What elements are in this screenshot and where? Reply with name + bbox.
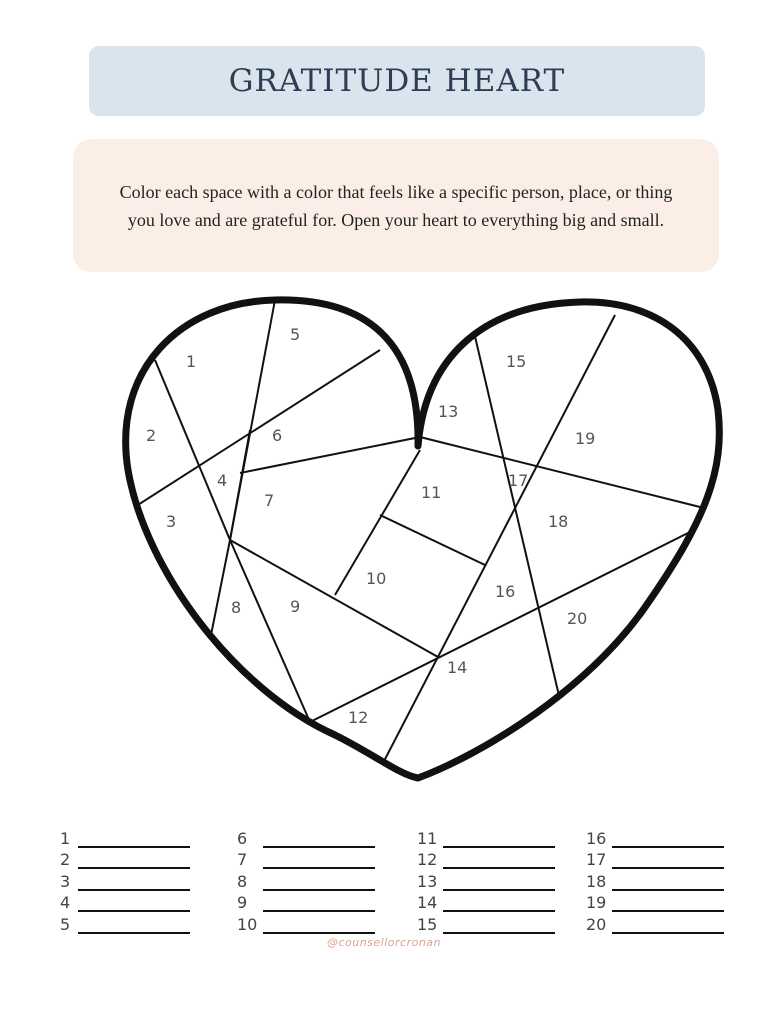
- region-number: 13: [438, 402, 459, 421]
- answer-lines: [0, 826, 768, 946]
- answer-line[interactable]: [263, 910, 375, 912]
- region-number: 2: [146, 426, 157, 445]
- answer-number: 17: [586, 850, 607, 869]
- region-number: 19: [575, 429, 596, 448]
- answer-line[interactable]: [612, 889, 724, 891]
- answer-row: [586, 912, 724, 934]
- answer-row: [586, 869, 724, 891]
- answer-line[interactable]: [78, 867, 190, 869]
- answer-number: 10: [237, 914, 258, 934]
- answer-number: 5: [60, 914, 71, 934]
- answer-row: [417, 826, 555, 848]
- answer-row: [417, 891, 555, 913]
- answer-column: [586, 826, 724, 934]
- region-number: 4: [217, 471, 228, 490]
- answer-number: 19: [586, 893, 607, 912]
- region-number: 9: [290, 597, 301, 616]
- answer-line[interactable]: [443, 932, 555, 934]
- answer-number: 2: [60, 850, 71, 869]
- answer-number: 6: [237, 828, 248, 848]
- region-number: 1: [186, 352, 197, 371]
- answer-row: [417, 848, 555, 870]
- answer-number: 12: [417, 850, 438, 869]
- answer-row: [237, 912, 375, 934]
- answer-number: 13: [417, 871, 438, 891]
- region-number: 7: [264, 491, 275, 510]
- region-number: 16: [495, 582, 516, 601]
- answer-number: 7: [237, 850, 248, 869]
- answer-row: [417, 869, 555, 891]
- answer-number: 11: [417, 828, 438, 848]
- region-number: 17: [508, 471, 529, 490]
- answer-row: [417, 912, 555, 934]
- answer-line[interactable]: [443, 846, 555, 848]
- answer-number: 20: [586, 914, 607, 934]
- answer-line[interactable]: [443, 910, 555, 912]
- answer-row: [237, 869, 375, 891]
- answer-line[interactable]: [78, 889, 190, 891]
- answer-line[interactable]: [78, 910, 190, 912]
- answer-line[interactable]: [263, 932, 375, 934]
- region-number: 3: [166, 512, 177, 531]
- answer-row: [60, 912, 190, 934]
- instructions-text: Color each space with a color that feels like a specific person, place, or thing you love and are grateful for. Open your heart to everything big and small.: [119, 181, 673, 230]
- region-lines: [130, 300, 700, 765]
- answer-row: [586, 826, 724, 848]
- answer-line[interactable]: [78, 846, 190, 848]
- answer-line[interactable]: [263, 867, 375, 869]
- answer-row: [60, 891, 190, 913]
- answer-number: 4: [60, 893, 71, 912]
- answer-row: [237, 891, 375, 913]
- answer-line[interactable]: [263, 846, 375, 848]
- answer-row: [60, 869, 190, 891]
- answer-number: 14: [417, 893, 438, 912]
- answer-column: [237, 826, 375, 934]
- region-number: 18: [548, 512, 569, 531]
- region-number: 11: [421, 483, 442, 502]
- region-number: 14: [447, 658, 468, 677]
- answer-line[interactable]: [263, 889, 375, 891]
- answer-number: 9: [237, 893, 248, 912]
- answer-line[interactable]: [612, 932, 724, 934]
- region-number: 20: [567, 609, 588, 628]
- answer-row: [237, 826, 375, 848]
- answer-column: [60, 826, 190, 934]
- region-numbers: [146, 325, 595, 727]
- answer-row: [586, 891, 724, 913]
- answer-line[interactable]: [443, 889, 555, 891]
- answer-column: [417, 826, 555, 934]
- region-number: 6: [272, 426, 283, 445]
- answer-line[interactable]: [612, 867, 724, 869]
- answer-row: [586, 848, 724, 870]
- answer-line[interactable]: [78, 932, 190, 934]
- answer-row: [237, 848, 375, 870]
- page-title: GRATITUDE HEART: [228, 63, 566, 99]
- answer-number: 18: [586, 871, 607, 891]
- answer-line[interactable]: [612, 910, 724, 912]
- region-number: 5: [290, 325, 301, 344]
- answer-line[interactable]: [612, 846, 724, 848]
- answer-number: 3: [60, 871, 71, 891]
- region-number: 8: [231, 598, 242, 617]
- region-number: 15: [506, 352, 527, 371]
- answer-row: [60, 848, 190, 870]
- answer-number: 16: [586, 828, 607, 848]
- answer-number: 8: [237, 871, 248, 891]
- region-number: 10: [366, 569, 387, 588]
- heart-outline: [126, 300, 720, 778]
- answer-row: [60, 826, 190, 848]
- answer-line[interactable]: [443, 867, 555, 869]
- region-number: 12: [348, 708, 369, 727]
- author-credit: @counsellorcronan: [326, 936, 442, 949]
- answer-number: 15: [417, 914, 438, 934]
- answer-number: 1: [60, 828, 71, 848]
